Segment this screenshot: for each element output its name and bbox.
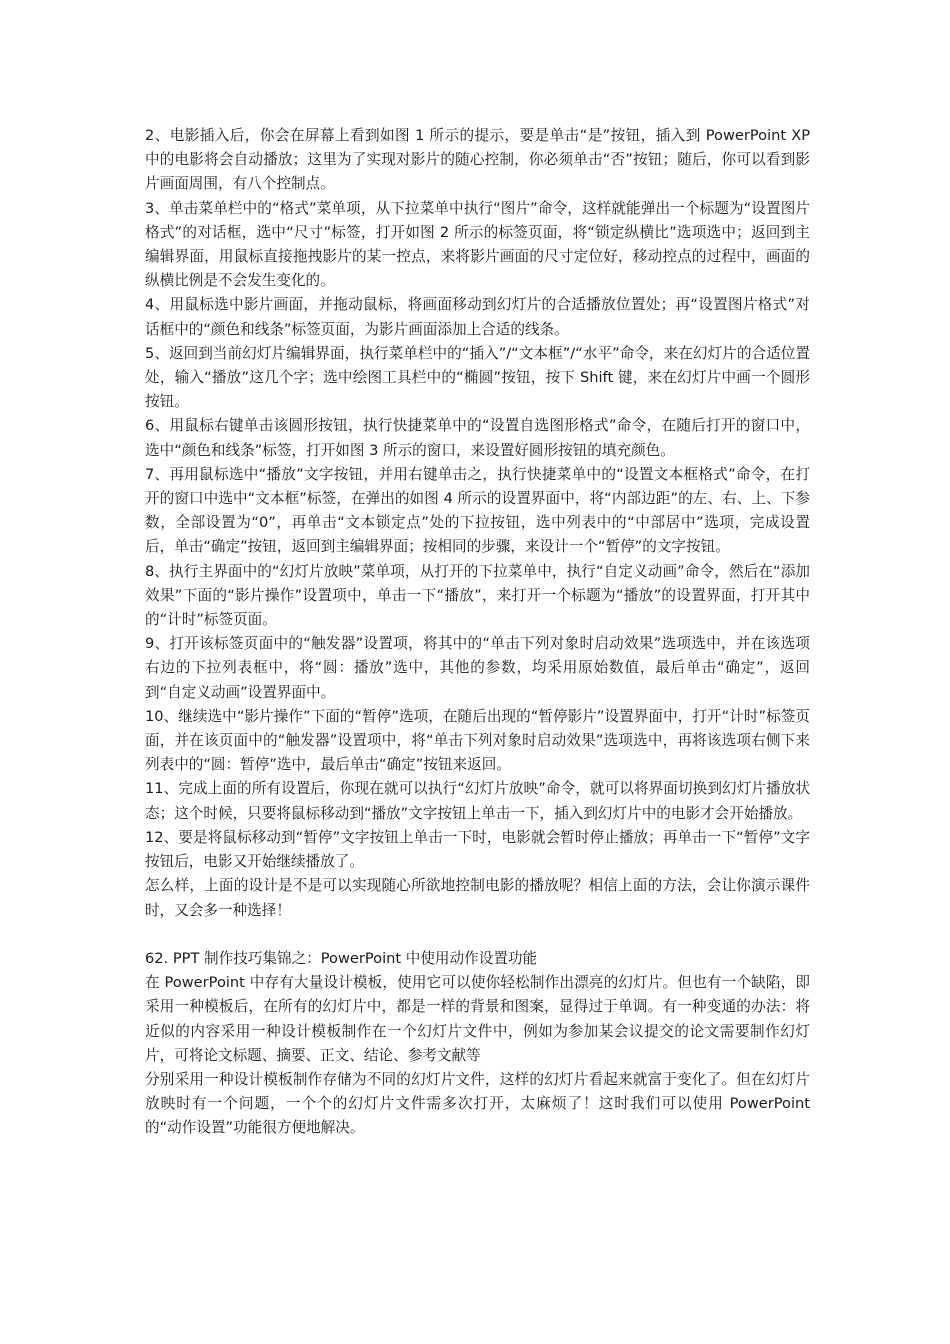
paragraph-step-5: 5、返回到当前幻灯片编辑界面，执行菜单栏中的“插入”/“文本框”/“水平”命令，来在幻灯片的合适位置处，输入“播放”这几个字；选中绘图工具栏中的“椭圆”按钮，按下 Shift 键，来在幻灯片中画一个圆形按钮。	[145, 344, 810, 411]
section-title: 62. PPT 制作技巧集锦之：PowerPoint 中使用动作设置功能	[145, 949, 538, 967]
section-paragraph-1: 在 PowerPoint 中存有大量设计模板，使用它可以使你轻松制作出漂亮的幻灯片。但也有一个缺陷，即采用一种模板后，在所有的幻灯片中，都是一样的背景和图案，显得过于单调。有一种变通的办法：将近似的内容采用一种设计模板制作在一个幻灯片文件中，例如为参加某会议提交的论文需要制作幻灯片，可将论文标题、摘要、正文、结论、参考文献等	[145, 974, 810, 1064]
paragraph-step-3: 3、单击菜单栏中的“格式”菜单项，从下拉菜单中执行“图片”命令，这样就能弹出一个标题为“设置图片格式”的对话框，选中“尺寸”标签，打开如图 2 所示的标签页面，将“锁定纵横比”选项选中；返回到主编辑界面，用鼠标直接拖拽影片的某一控点，来将影片画面的尺寸定位好，移动控点的过程中，画面的纵横比例是不会发生变化的。	[145, 199, 810, 290]
paragraph-step-12: 12、要是将鼠标移动到“暂停”文字按钮上单击一下时，电影就会暂时停止播放；再单击一下“暂停”文字按钮后，电影又开始继续播放了。	[145, 828, 810, 871]
paragraph-step-11: 11、完成上面的所有设置后，你现在就可以执行“幻灯片放映”命令，就可以将界面切换到幻灯片播放状态；这个时候，只要将鼠标移动到“播放”文字按钮上单击一下，插入到幻灯片中的电影才会开始播放。	[145, 780, 810, 822]
paragraph-step-6: 6、用鼠标右键单击该圆形按钮，执行快捷菜单中的“设置自选图形格式”命令，在随后打开的窗口中，选中“颜色和线条”标签，打开如图 3 所示的窗口，来设置好圆形按钮的填充颜色。	[145, 417, 810, 459]
paragraph-step-9: 9、打开该标签页面中的“触发器”设置项，将其中的“单击下列对象时启动效果”选项选中，并在该选项右边的下拉列表框中，将“圆：播放”选中，其他的参数，均采用原始数值，最后单击“确定”，返回到“自定义动画”设置界面中。	[145, 635, 810, 701]
paragraph-step-4: 4、用鼠标选中影片画面，并拖动鼠标，将画面移动到幻灯片的合适播放位置处；再“设置图片格式”对话框中的“颜色和线条”标签页面，为影片画面添加上合适的线条。	[145, 296, 810, 338]
paragraph-step-7: 7、再用鼠标选中“播放”文字按钮，并用右键单击之，执行快捷菜单中的“设置文本框格式”命令，在打开的窗口中选中“文本框”标签，在弹出的如图 4 所示的设置界面中，将“内部边距”的左、右、上、下参数，全部设置为“0”，再单击“文本锁定点”处的下拉按钮，选中列表中的“中部居中”选项，完成设置后，单击“确定”按钮，返回到主编辑界面；按相同的步骤，来设计一个“暂停”的文字按钮。	[145, 465, 810, 556]
paragraph-conclusion: 怎么样，上面的设计是不是可以实现随心所欲地控制电影的播放呢？相信上面的方法，会让你演示课件时，又会多一种选择！	[145, 877, 810, 919]
section-paragraph-2: 分别采用一种设计模板制作存储为不同的幻灯片文件，这样的幻灯片看起来就富于变化了。但在幻灯片放映时有一个问题，一个个的幻灯片文件需多次打开，太麻烦了！这时我们可以使用 PowerPoint 的“动作设置”功能很方便地解决。	[145, 1070, 810, 1137]
blank-line	[145, 923, 810, 947]
paragraph-step-2: 2、电影插入后，你会在屏幕上看到如图 1 所示的提示，要是单击“是”按钮，插入到 PowerPoint XP 中的电影将会自动播放；这里为了实现对影片的随心控制，你必须单击“否”按钮；随后，你可以看到影片画面周围，有八个控制点。	[145, 127, 810, 193]
paragraph-step-10: 10、继续选中“影片操作”下面的“暂停”选项，在随后出现的“暂停影片”设置界面中，打开“计时”标签页面，并在该页面中的“触发器”设置项中，将“单击下列对象时启动效果”选项选中，再将该选项右侧下来列表中的“圆：暂停”选中，最后单击“确定”按钮来返回。	[145, 707, 810, 774]
document-body	[145, 124, 810, 1141]
paragraph-step-8: 8、执行主界面中的“幻灯片放映”菜单项，从打开的下拉菜单中，执行“自定义动画”命令，然后在“添加效果”下面的“影片操作”设置项中，单击一下“播放”，来打开一个标题为“播放”的设置界面，打开其中的“计时”标签页面。	[145, 562, 810, 629]
